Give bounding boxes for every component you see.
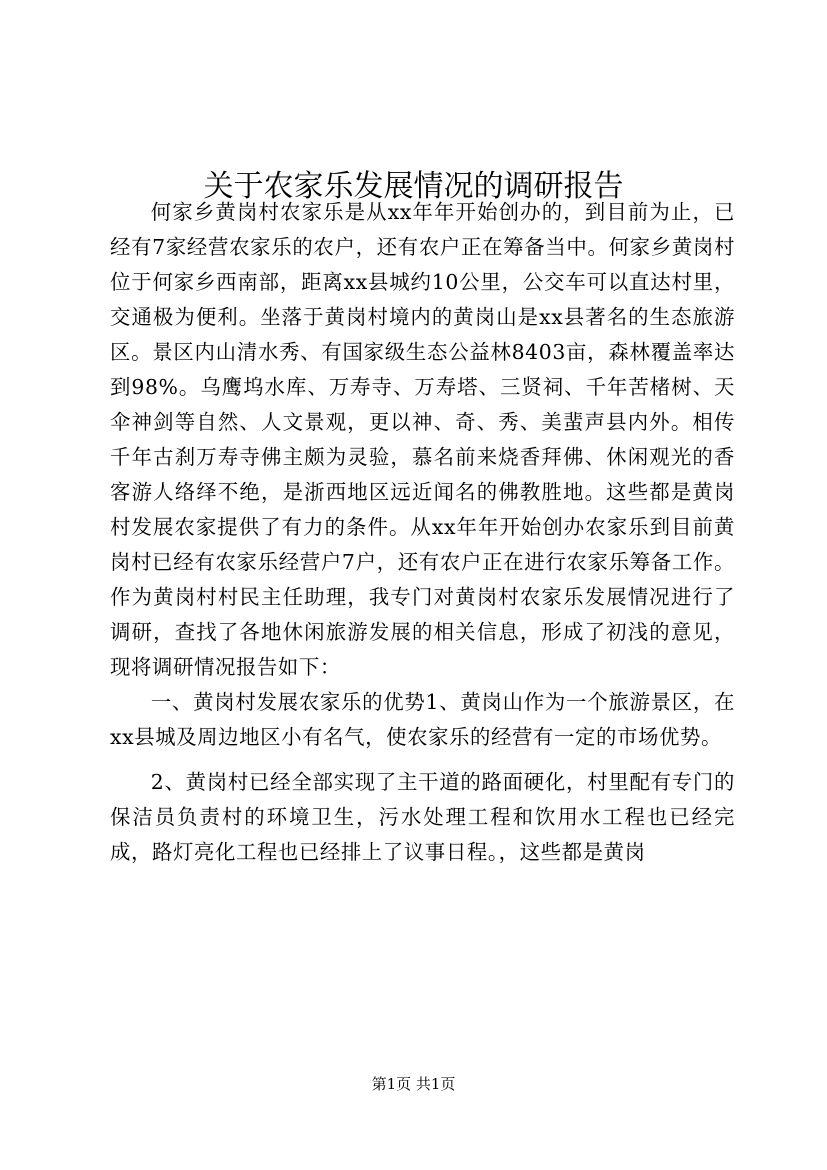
- paragraph-advantage-2: 2、黄岗村已经全部实现了主干道的路面硬化，村里配有专门的保洁员负责村的环境卫生，污水处理工程和饮用水工程也已经完成，路灯亮化工程也已经排上了议事日程。，这些都是黄岗: [110, 770, 735, 864]
- paragraph-intro: 何家乡黄岗村农家乐是从xx年年开始创办的，到目前为止，已经有7家经营农家乐的农户，还有农户正在筹备当中。何家乡黄岗村位于何家乡西南部，距离xx县城约10公里，公交车可以直达村里，交通极为便利。坐落于黄岗村境内的黄岗山是xx县著名的生态旅游区。景区内山清水秀、有国家级生态公益林8403亩，森林覆盖率达到98%。乌鹰坞水库、万寿寺、万寿塔、三贤祠、千年苦楮树、天伞神剑等自然、人文景观，更以神、奇、秀、美蜚声县内外。相传千年古刹万寿寺佛主颇为灵验，慕名前来烧香拜佛、休闲观光的香客游人络绎不绝，是浙西地区远近闻名的佛教胜地。这些都是黄岗村发展农家提供了有力的条件。从xx年年开始创办农家乐到目前黄岗村已经有农家乐经营户7户，还有农户正在进行农家乐筹备工作。作为黄岗村村民主任助理，我专门对黄岗村农家乐发展情况进行了调研，查找了各地休闲旅游发展的相关信息，形成了初浅的意见，现将调研情况报告如下：: [110, 200, 735, 679]
- document-body: [110, 195, 735, 870]
- document-title: 关于农家乐发展情况的调研报告: [203, 169, 624, 205]
- paragraph-advantage-1: 一、黄岗村发展农家乐的优势1、黄岗山作为一个旅游景区，在xx县城及周边地区小有名气，使农家乐的经营有一定的市场优势。: [110, 690, 735, 749]
- page-footer: 第1页 共1页: [371, 1075, 456, 1093]
